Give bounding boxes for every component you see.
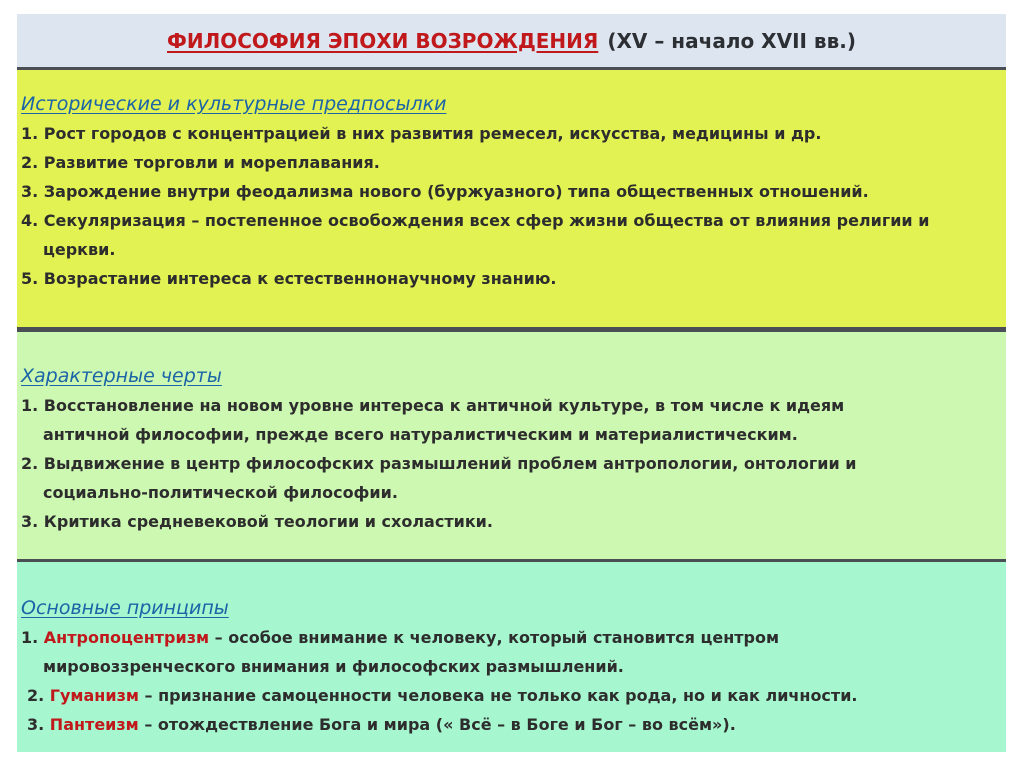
list-item-continuation: церкви. — [43, 240, 116, 259]
principle-number: 1. — [21, 628, 39, 647]
list-item: 1. Рост городов с концентрацией в них развития ремесел, искусства, медицины и др. — [21, 124, 822, 143]
section-heading-principles: Основные принципы — [21, 597, 229, 619]
principle-term: Пантеизм — [49, 715, 139, 734]
list-item-continuation: античной философии, прежде всего натуралистическим и материалистическим. — [43, 425, 798, 444]
principle-number: 3. — [27, 715, 45, 734]
slide — [17, 14, 1006, 752]
section-heading-prerequisites: Исторические и культурные предпосылки — [21, 93, 447, 115]
list-item: 2. Развитие торговли и мореплавания. — [21, 153, 380, 172]
title-bar — [17, 14, 1006, 70]
list-item: 3. Критика средневековой теологии и схоластики. — [21, 512, 493, 531]
section-heading-features: Характерные черты — [21, 365, 222, 387]
principle-item — [21, 623, 1002, 652]
principle-continuation: мировоззренческого внимания и философских размышлений. — [43, 657, 624, 676]
principle-text: – особое внимание к человеку, который становится центром — [209, 628, 780, 647]
section-prerequisites — [17, 70, 1006, 330]
principle-text: – отождествление Бога и мира (« Всё – в Боге и Бог – во всём»). — [138, 715, 736, 734]
page-title-period: (XV – начало XVII вв.) — [607, 28, 856, 53]
list-item: 2. Выдвижение в центр философских размышлений проблем антропологии, онтологии и — [21, 454, 857, 473]
list-item: 3. Зарождение внутри феодализма нового (буржуазного) типа общественных отношений. — [21, 182, 869, 201]
principle-item — [21, 710, 1002, 739]
principle-term: Антропоцентризм — [43, 628, 210, 647]
list-item-continuation: социально-политической философии. — [43, 483, 398, 502]
section-principles — [17, 562, 1006, 752]
section-features — [17, 330, 1006, 562]
list-item: 1. Восстановление на новом уровне интереса к античной культуре, в том числе к идеям — [21, 396, 845, 415]
principle-item — [21, 681, 1002, 710]
page-title: ФИЛОСОФИЯ ЭПОХИ ВОЗРОЖДЕНИЯ — [167, 28, 599, 53]
list-item: 5. Возрастание интереса к естественнонаучному знанию. — [21, 269, 557, 288]
principle-term: Гуманизм — [49, 686, 139, 705]
principle-number: 2. — [27, 686, 45, 705]
principle-text: – признание самоценности человека не только как рода, но и как личности. — [138, 686, 858, 705]
list-item: 4. Секуляризация – постепенное освобождения всех сфер жизни общества от влияния религии и — [21, 211, 930, 230]
